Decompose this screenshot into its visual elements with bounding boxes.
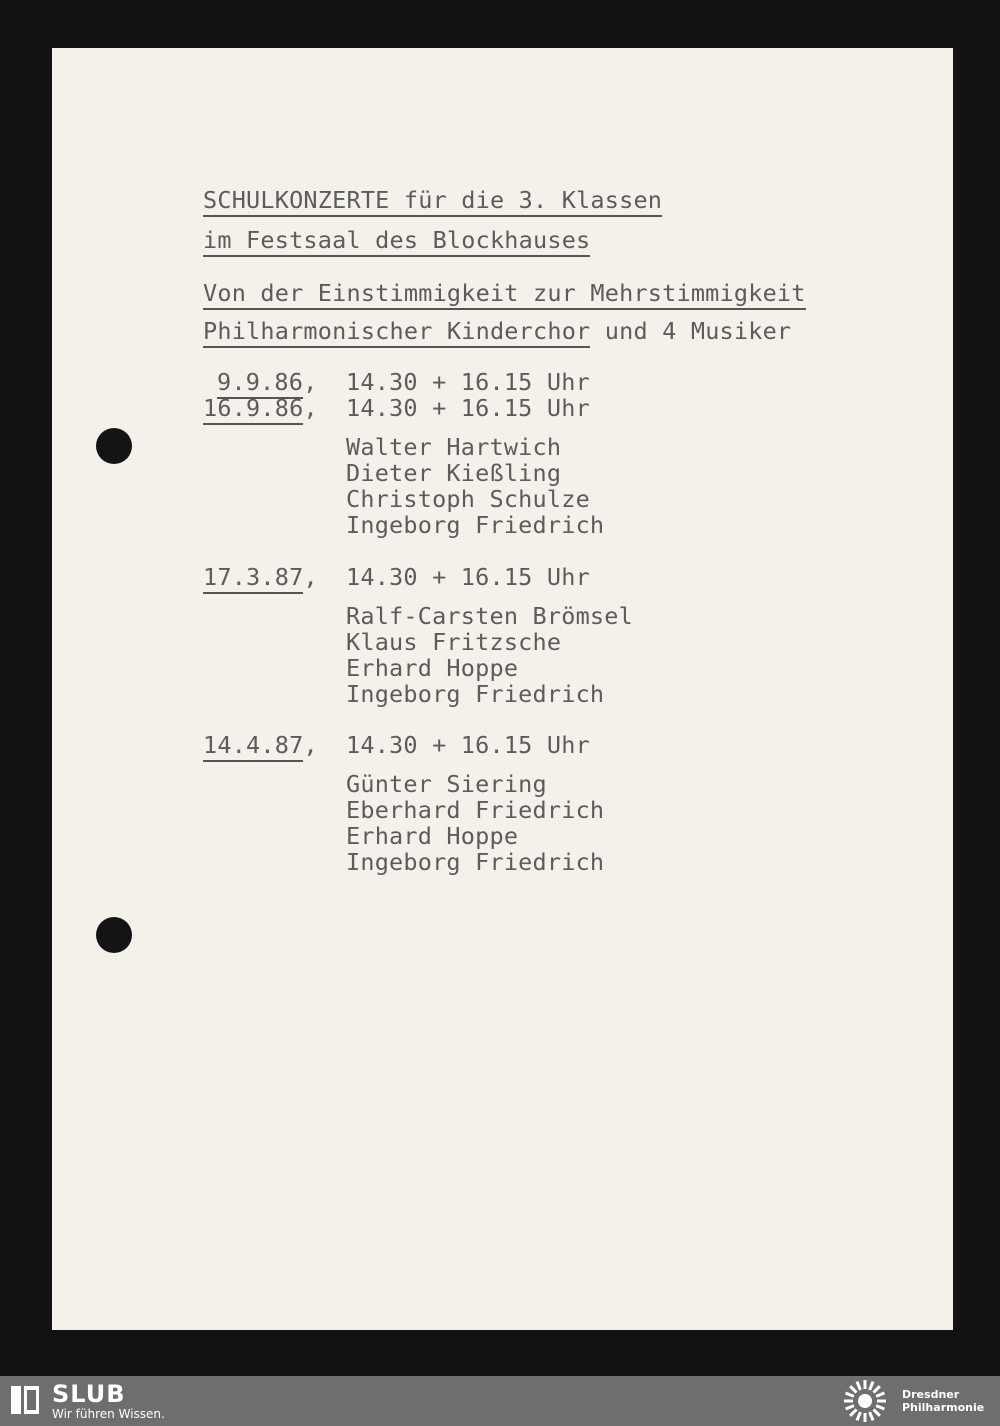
philharmonie-line-2: Philharmonie: [902, 1401, 985, 1414]
musician-name: Ingeborg Friedrich: [346, 680, 605, 708]
date-separator: ,: [303, 394, 318, 422]
punch-hole: [96, 428, 132, 464]
philharmonie-logo-text: [902, 1388, 984, 1414]
date-separator: ,: [303, 368, 318, 396]
musician-name: Ingeborg Friedrich: [346, 848, 605, 876]
musician-name: Eberhard Friedrich: [346, 796, 605, 824]
footer-bar: [0, 1376, 1000, 1426]
concert-time: 14.30 + 16.15 Uhr: [346, 394, 590, 422]
concert-date: 14.4.87: [203, 731, 303, 762]
concert-date: 16.9.86: [203, 394, 303, 425]
punch-hole: [96, 917, 132, 953]
slub-tagline: Wir führen Wissen.: [52, 1407, 165, 1421]
heading-line-1: [203, 187, 662, 213]
concert-date-row: [203, 732, 318, 758]
musician-name: Günter Siering: [346, 770, 547, 798]
heading-musicians-count: und 4 Musiker: [590, 317, 792, 345]
slub-book-icon: [10, 1384, 40, 1416]
date-separator: ,: [303, 563, 318, 591]
heading-line-4: [203, 318, 791, 344]
slub-logo-text: SLUB: [52, 1380, 126, 1408]
concert-date: 9.9.86: [217, 368, 303, 399]
musician-name: Ingeborg Friedrich: [346, 511, 605, 539]
date-separator: ,: [303, 731, 318, 759]
philharmonie-line-1: Dresdner: [902, 1388, 960, 1401]
concert-date-row: [203, 564, 318, 590]
concert-date: 17.3.87: [203, 563, 303, 594]
heading-theme: Von der Einstimmigkeit zur Mehrstimmigkeit: [203, 279, 806, 310]
musician-name: Ralf-Carsten Brömsel: [346, 602, 633, 630]
concert-time: 14.30 + 16.15 Uhr: [346, 731, 590, 759]
musician-name: Christoph Schulze: [346, 485, 590, 513]
musician-name: Dieter Kießling: [346, 459, 562, 487]
musician-name: Walter Hartwich: [346, 433, 562, 461]
concert-date-row: [217, 369, 317, 395]
heading-choir: Philharmonischer Kinderchor: [203, 317, 590, 348]
philharmonie-sun-icon: [842, 1378, 888, 1424]
heading-title: SCHULKONZERTE für die 3. Klassen: [203, 186, 662, 217]
musician-name: Klaus Fritzsche: [346, 628, 562, 656]
concert-time: 14.30 + 16.15 Uhr: [346, 368, 590, 396]
heading-venue: im Festsaal des Blockhauses: [203, 226, 590, 257]
concert-date-row: [203, 395, 318, 421]
musician-name: Erhard Hoppe: [346, 822, 519, 850]
musician-name: Erhard Hoppe: [346, 654, 519, 682]
concert-time: 14.30 + 16.15 Uhr: [346, 563, 590, 591]
heading-line-3: [203, 280, 806, 306]
heading-line-2: [203, 227, 590, 253]
